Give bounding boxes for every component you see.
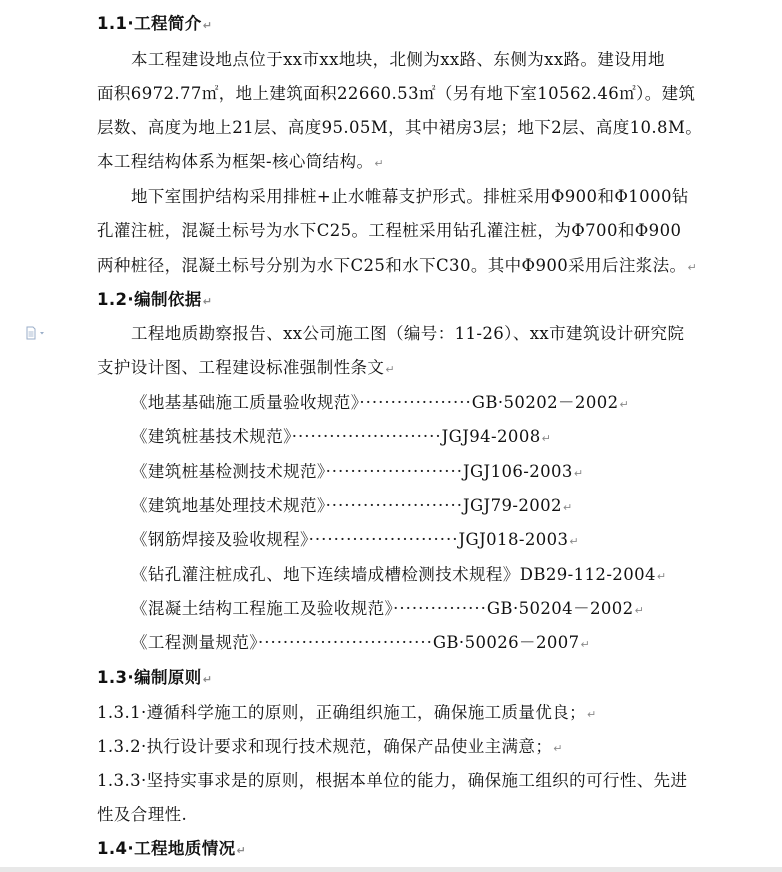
body-line: 面积6972.77㎡，地上建筑面积22660.53㎡（另有地下室10562.46㎡）。建筑 [97, 84, 696, 103]
reference-item: 《钻孔灌注桩成孔、地下连续墙成槽检测技术规程》DB29-112-2004↵ [131, 565, 667, 584]
section-heading-1-3: 1.3·编制原则↵ [97, 668, 213, 687]
body-line: 支护设计图、工程建设标准强制性条文↵ [97, 358, 395, 377]
reference-item: 《地基基础施工质量验收规范》··················GB·50202－2002↵ [131, 393, 630, 412]
section-heading-1-2: 1.2·编制依据↵ [97, 290, 213, 309]
principle-item: 1.3.2·执行设计要求和现行技术规范，确保产品使业主满意；↵ [97, 737, 563, 756]
reference-item: 《建筑桩基技术规范》························JGJ94-2008↵ [131, 427, 552, 446]
body-line: 孔灌注桩，混凝土标号为水下C25。工程桩采用钻孔灌注桩，为Φ700和Φ900 [97, 221, 682, 240]
principle-item: 1.3.1·遵循科学施工的原则，正确组织施工，确保施工质量优良；↵ [97, 703, 597, 722]
body-line: 工程地质勘察报告、xx公司施工图（编号：11-26）、xx市建筑设计研究院 [131, 324, 685, 343]
reference-item: 《混凝土结构工程施工及验收规范》···············GB·50204－2002↵ [131, 599, 645, 618]
reference-item: 《建筑桩基检测技术规范》······················JGJ106-2003↵ [131, 462, 584, 481]
body-line: 本工程建设地点位于xx市xx地块，北侧为xx路、东侧为xx路。建设用地 [131, 50, 665, 69]
principle-item: 1.3.3·坚持实事求是的原则，根据本单位的能力，确保施工组织的可行性、先进 [97, 771, 688, 790]
reference-item: 《建筑地基处理技术规范》······················JGJ79-2002↵ [131, 496, 573, 515]
principle-item: 性及合理性. [97, 805, 188, 824]
body-line: 层数、高度为地上21层、高度95.05M，其中裙房3层；地下2层、高度10.8M。 [97, 118, 703, 137]
reference-item: 《工程测量规范》····························GB·50026－2007↵ [131, 633, 591, 652]
reference-item: 《钢筋焊接及验收规程》························JGJ018-2003↵ [131, 530, 580, 549]
body-line: 两种桩径，混凝土标号分别为水下C25和水下C30。其中Φ900采用后注浆法。↵ [97, 256, 698, 275]
document-icon[interactable] [25, 326, 47, 340]
section-heading-1-1: 1.1·工程简介↵ [97, 14, 213, 33]
section-heading-1-4: 1.4·工程地质情况↵ [97, 839, 247, 858]
body-line: 地下室围护结构采用排桩+止水帷幕支护形式。排桩采用Φ900和Φ1000钻 [131, 187, 689, 206]
status-bar-edge [0, 867, 782, 872]
body-line: 本工程结构体系为框架-核心筒结构。↵ [97, 152, 385, 171]
